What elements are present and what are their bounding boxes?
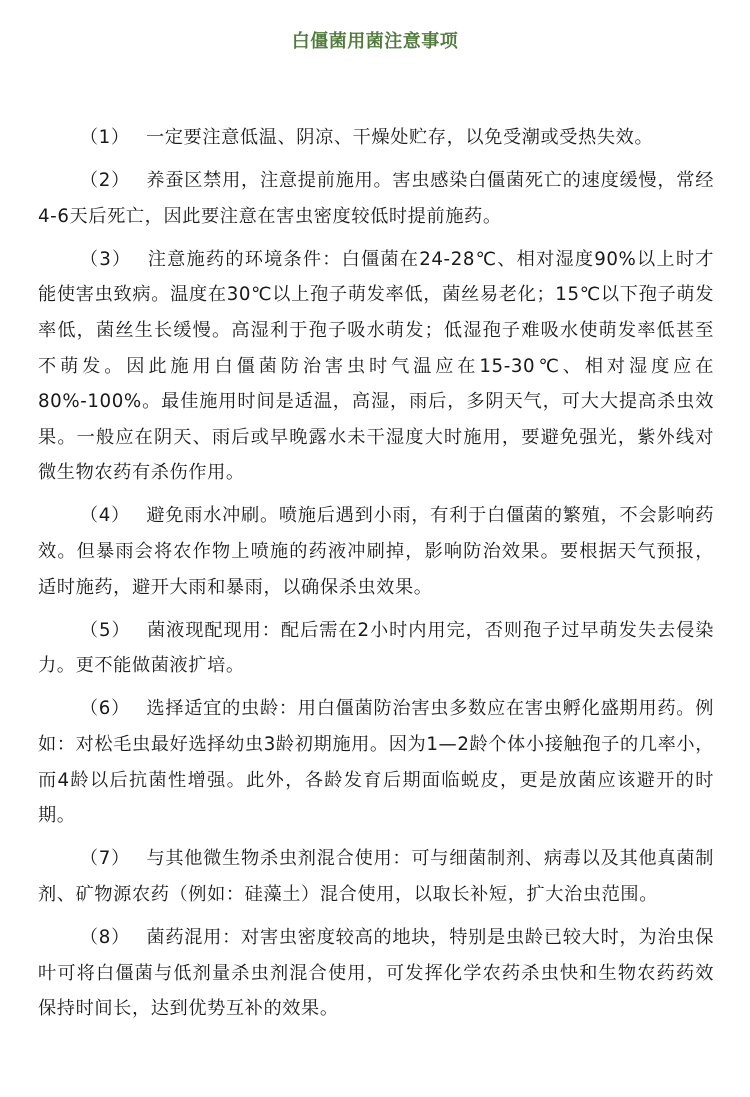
paragraph-number: （7） bbox=[79, 848, 131, 870]
paragraph-text: 注意施药的环境条件：白僵菌在24-28℃、相对湿度90%以上时才能使害虫致病。温度在30℃以上孢子萌发率低，菌丝易老化；15℃以下孢子萌发率低，菌丝生长缓慢。高湿利于孢子吸水萌发；低湿孢子难吸水使萌发率低甚至不萌发。因此施用白僵菌防治害虫时气温应在15-30℃、相对湿度应在80%-100%。最佳施用时间是适温，高湿，雨后，多阴天气，可大大提高杀虫效果。一般应在阴天、雨后或早晚露水未干湿度大时施用，要避免强光，紫外线对微生物农药有杀伤作用。 bbox=[38, 248, 714, 484]
paragraph-number: （3） bbox=[79, 248, 132, 270]
paragraph-text: 养蚕区禁用，注意提前施用。害虫感染白僵菌死亡的速度缓慢，常经4-6天后死亡，因此要注意在害虫密度较低时提前施药。 bbox=[38, 170, 714, 227]
paragraph-5 bbox=[38, 613, 714, 684]
page-title: 白僵菌用菌注意事项 bbox=[291, 31, 459, 52]
paragraph-text: 菌药混用：对害虫密度较高的地块，特别是虫龄已较大时，为治虫保叶可将白僵菌与低剂量杀虫剂混合使用，可发挥化学农药杀虫快和生物农药药效保持时间长，达到优势互补的效果。 bbox=[38, 926, 714, 1020]
paragraph-number: （1） bbox=[79, 127, 130, 148]
paragraph-number: （2） bbox=[79, 170, 131, 192]
paragraph-text: 避免雨水冲刷。喷施后遇到小雨，有利于白僵菌的繁殖，不会影响药效。但暴雨会将农作物上喷施的药液冲刷掉，影响防治效果。要根据天气预报，适时施药，避开大雨和暴雨，以确保杀虫效果。 bbox=[38, 505, 714, 598]
paragraph-6 bbox=[38, 691, 714, 833]
paragraph-7 bbox=[38, 841, 714, 912]
paragraph-number: （5） bbox=[79, 619, 131, 641]
paragraph-text: 菌液现配现用：配后需在2小时内用完，否则孢子过早萌发失去侵染力。更不能做菌液扩培。 bbox=[38, 619, 714, 677]
paragraph-2 bbox=[38, 163, 714, 234]
paragraph-text: 一定要注意低温、阴凉、干燥处贮存，以免受潮或受热失效。 bbox=[145, 127, 654, 148]
paragraph-3 bbox=[38, 242, 714, 491]
paragraph-8 bbox=[38, 920, 714, 1027]
paragraph-number: （6） bbox=[79, 698, 131, 720]
paragraph-4 bbox=[38, 498, 714, 605]
paragraph-1 bbox=[38, 120, 714, 156]
paragraph-text: 选择适宜的虫龄：用白僵菌防治害虫多数应在害虫孵化盛期用药。例如：对松毛虫最好选择幼虫3龄初期施用。因为1—2龄个体小接触孢子的几率小，而4龄以后抗菌性增强。此外，各龄发育后期面临蜕皮，更是放菌应该避开的时期。 bbox=[38, 698, 714, 827]
paragraph-text: 与其他微生物杀虫剂混合使用：可与细菌制剂、病毒以及其他真菌制剂、矿物源农药（例如：硅藻土）混合使用，以取长补短，扩大治虫范围。 bbox=[38, 848, 714, 905]
paragraph-number: （8） bbox=[79, 926, 131, 948]
paragraph-number: （4） bbox=[79, 505, 131, 527]
document-body bbox=[38, 120, 714, 1034]
